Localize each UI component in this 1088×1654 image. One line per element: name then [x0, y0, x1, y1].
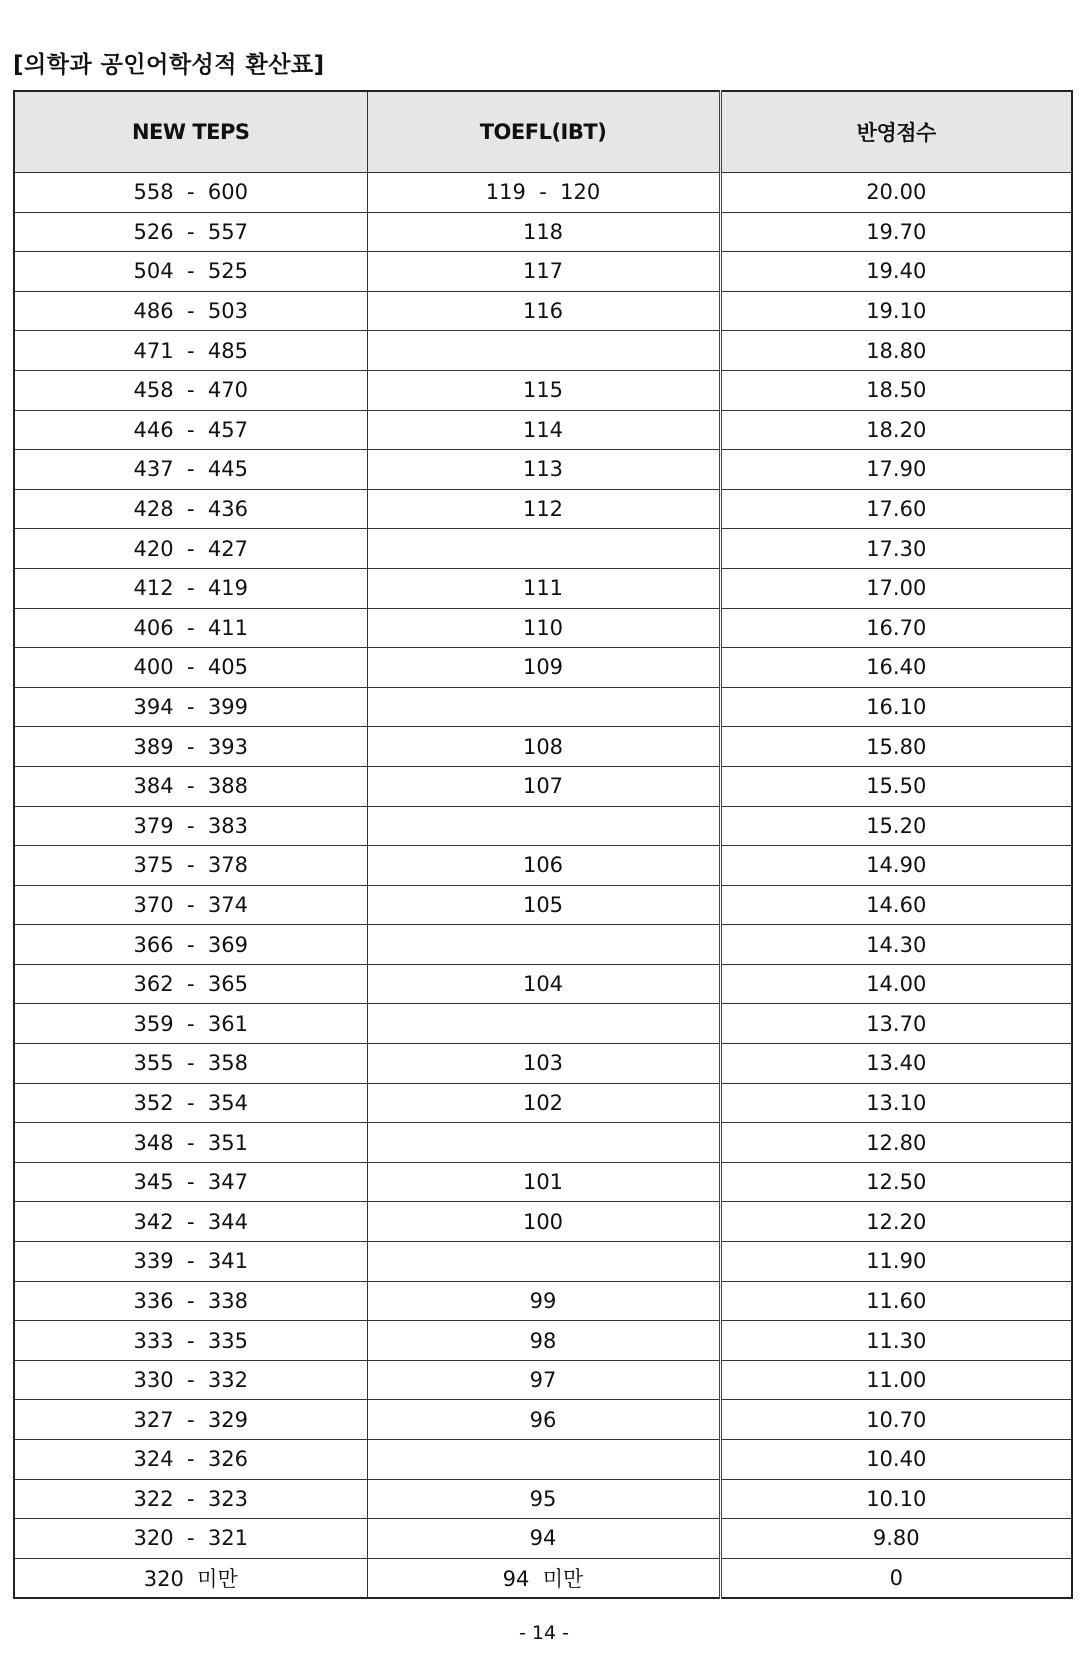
cell-score: 14.00: [720, 964, 1072, 1004]
table-row: [14, 1044, 1072, 1084]
cell-toefl-ibt: [367, 529, 720, 569]
cell-new-teps: 366 - 369: [14, 925, 367, 965]
cell-score: 16.70: [720, 608, 1072, 648]
cell-toefl-ibt: [367, 1440, 720, 1480]
cell-new-teps: 320 - 321: [14, 1519, 367, 1559]
cell-score: 18.80: [720, 331, 1072, 371]
cell-score: 17.90: [720, 450, 1072, 490]
cell-toefl-ibt: 116: [367, 291, 720, 331]
table-row: [14, 608, 1072, 648]
cell-new-teps: 345 - 347: [14, 1162, 367, 1202]
cell-toefl-ibt: 112: [367, 489, 720, 529]
cell-toefl-ibt: 119 - 120: [367, 173, 720, 213]
table-row: [14, 1242, 1072, 1282]
cell-toefl-ibt: [367, 1242, 720, 1282]
header-new-teps: NEW TEPS: [14, 91, 367, 173]
cell-score: 15.50: [720, 766, 1072, 806]
cell-score: 17.00: [720, 568, 1072, 608]
cell-new-teps: 359 - 361: [14, 1004, 367, 1044]
table-row: [14, 687, 1072, 727]
cell-new-teps: 322 - 323: [14, 1479, 367, 1519]
cell-toefl-ibt: 96: [367, 1400, 720, 1440]
table-row: [14, 1400, 1072, 1440]
cell-score: 10.70: [720, 1400, 1072, 1440]
cell-new-teps: 394 - 399: [14, 687, 367, 727]
table-row: [14, 450, 1072, 490]
table-row: [14, 648, 1072, 688]
table-row: [14, 489, 1072, 529]
table-row: [14, 846, 1072, 886]
cell-new-teps: 362 - 365: [14, 964, 367, 1004]
cell-new-teps: 330 - 332: [14, 1360, 367, 1400]
header-toefl-ibt: TOEFL(IBT): [367, 91, 720, 173]
cell-new-teps: 348 - 351: [14, 1123, 367, 1163]
table-row: [14, 173, 1072, 213]
cell-toefl-ibt: 94 미만: [367, 1558, 720, 1598]
cell-score: 16.40: [720, 648, 1072, 688]
cell-score: 18.20: [720, 410, 1072, 450]
cell-score: 12.20: [720, 1202, 1072, 1242]
table-row: [14, 806, 1072, 846]
cell-toefl-ibt: [367, 687, 720, 727]
table-row: [14, 370, 1072, 410]
cell-new-teps: 336 - 338: [14, 1281, 367, 1321]
cell-new-teps: 389 - 393: [14, 727, 367, 767]
cell-new-teps: 352 - 354: [14, 1083, 367, 1123]
cell-new-teps: 558 - 600: [14, 173, 367, 213]
cell-score: 15.80: [720, 727, 1072, 767]
cell-score: 0: [720, 1558, 1072, 1598]
cell-score: 17.60: [720, 489, 1072, 529]
cell-new-teps: 324 - 326: [14, 1440, 367, 1480]
table-row: [14, 1202, 1072, 1242]
cell-score: 19.70: [720, 212, 1072, 252]
table-row: [14, 1479, 1072, 1519]
cell-toefl-ibt: [367, 1004, 720, 1044]
cell-toefl-ibt: 103: [367, 1044, 720, 1084]
cell-score: 17.30: [720, 529, 1072, 569]
cell-score: 11.60: [720, 1281, 1072, 1321]
table-header-row: [14, 91, 1072, 173]
cell-toefl-ibt: [367, 331, 720, 371]
cell-new-teps: 375 - 378: [14, 846, 367, 886]
table-row: [14, 1162, 1072, 1202]
cell-toefl-ibt: 98: [367, 1321, 720, 1361]
cell-new-teps: 437 - 445: [14, 450, 367, 490]
cell-score: 12.50: [720, 1162, 1072, 1202]
table-row: [14, 885, 1072, 925]
table-row: [14, 1360, 1072, 1400]
table-row: [14, 1519, 1072, 1559]
table-row: [14, 925, 1072, 965]
cell-new-teps: 420 - 427: [14, 529, 367, 569]
cell-toefl-ibt: 106: [367, 846, 720, 886]
table-body: [14, 173, 1072, 1599]
cell-toefl-ibt: 108: [367, 727, 720, 767]
cell-toefl-ibt: 99: [367, 1281, 720, 1321]
table-row: [14, 1281, 1072, 1321]
document-title: [의학과 공인어학성적 환산표]: [13, 52, 325, 78]
cell-new-teps: 400 - 405: [14, 648, 367, 688]
cell-score: 10.10: [720, 1479, 1072, 1519]
cell-new-teps: 333 - 335: [14, 1321, 367, 1361]
cell-toefl-ibt: 102: [367, 1083, 720, 1123]
cell-score: 13.40: [720, 1044, 1072, 1084]
cell-new-teps: 370 - 374: [14, 885, 367, 925]
cell-toefl-ibt: [367, 806, 720, 846]
cell-score: 11.30: [720, 1321, 1072, 1361]
cell-toefl-ibt: 105: [367, 885, 720, 925]
cell-toefl-ibt: [367, 1123, 720, 1163]
cell-new-teps: 355 - 358: [14, 1044, 367, 1084]
cell-score: 11.90: [720, 1242, 1072, 1282]
table-row: [14, 529, 1072, 569]
cell-toefl-ibt: 118: [367, 212, 720, 252]
cell-toefl-ibt: 109: [367, 648, 720, 688]
cell-toefl-ibt: 111: [367, 568, 720, 608]
cell-score: 14.30: [720, 925, 1072, 965]
table-row: [14, 212, 1072, 252]
cell-new-teps: 327 - 329: [14, 1400, 367, 1440]
cell-new-teps: 504 - 525: [14, 252, 367, 292]
cell-toefl-ibt: 95: [367, 1479, 720, 1519]
cell-toefl-ibt: 97: [367, 1360, 720, 1400]
cell-new-teps: 384 - 388: [14, 766, 367, 806]
cell-new-teps: 320 미만: [14, 1558, 367, 1598]
cell-toefl-ibt: 117: [367, 252, 720, 292]
table-row: [14, 1123, 1072, 1163]
cell-new-teps: 526 - 557: [14, 212, 367, 252]
cell-score: 19.40: [720, 252, 1072, 292]
table-row: [14, 1440, 1072, 1480]
cell-new-teps: 406 - 411: [14, 608, 367, 648]
cell-score: 13.10: [720, 1083, 1072, 1123]
header-score: 반영점수: [720, 91, 1072, 173]
table-row: [14, 1321, 1072, 1361]
cell-score: 16.10: [720, 687, 1072, 727]
cell-score: 15.20: [720, 806, 1072, 846]
cell-toefl-ibt: 113: [367, 450, 720, 490]
table-row: [14, 1004, 1072, 1044]
cell-toefl-ibt: 110: [367, 608, 720, 648]
table-row: [14, 291, 1072, 331]
cell-new-teps: 458 - 470: [14, 370, 367, 410]
table-row: [14, 252, 1072, 292]
cell-score: 20.00: [720, 173, 1072, 213]
table-row: [14, 568, 1072, 608]
cell-score: 18.50: [720, 370, 1072, 410]
table-row: [14, 331, 1072, 371]
cell-toefl-ibt: [367, 925, 720, 965]
table-row: [14, 1083, 1072, 1123]
table-row: [14, 964, 1072, 1004]
cell-toefl-ibt: 100: [367, 1202, 720, 1242]
cell-score: 14.60: [720, 885, 1072, 925]
cell-new-teps: 412 - 419: [14, 568, 367, 608]
score-conversion-table: [13, 90, 1073, 1599]
cell-new-teps: 486 - 503: [14, 291, 367, 331]
cell-score: 14.90: [720, 846, 1072, 886]
table-row: [14, 766, 1072, 806]
table-row: [14, 410, 1072, 450]
cell-toefl-ibt: 107: [367, 766, 720, 806]
cell-new-teps: 471 - 485: [14, 331, 367, 371]
cell-score: 9.80: [720, 1519, 1072, 1559]
cell-toefl-ibt: 115: [367, 370, 720, 410]
cell-new-teps: 342 - 344: [14, 1202, 367, 1242]
cell-score: 19.10: [720, 291, 1072, 331]
cell-toefl-ibt: 101: [367, 1162, 720, 1202]
cell-toefl-ibt: 114: [367, 410, 720, 450]
cell-score: 13.70: [720, 1004, 1072, 1044]
table-row: [14, 1558, 1072, 1598]
cell-toefl-ibt: 104: [367, 964, 720, 1004]
cell-new-teps: 339 - 341: [14, 1242, 367, 1282]
cell-score: 10.40: [720, 1440, 1072, 1480]
page-number: - 14 -: [519, 1622, 569, 1644]
cell-toefl-ibt: 94: [367, 1519, 720, 1559]
cell-new-teps: 379 - 383: [14, 806, 367, 846]
cell-score: 11.00: [720, 1360, 1072, 1400]
cell-score: 12.80: [720, 1123, 1072, 1163]
table-row: [14, 727, 1072, 767]
cell-new-teps: 446 - 457: [14, 410, 367, 450]
cell-new-teps: 428 - 436: [14, 489, 367, 529]
